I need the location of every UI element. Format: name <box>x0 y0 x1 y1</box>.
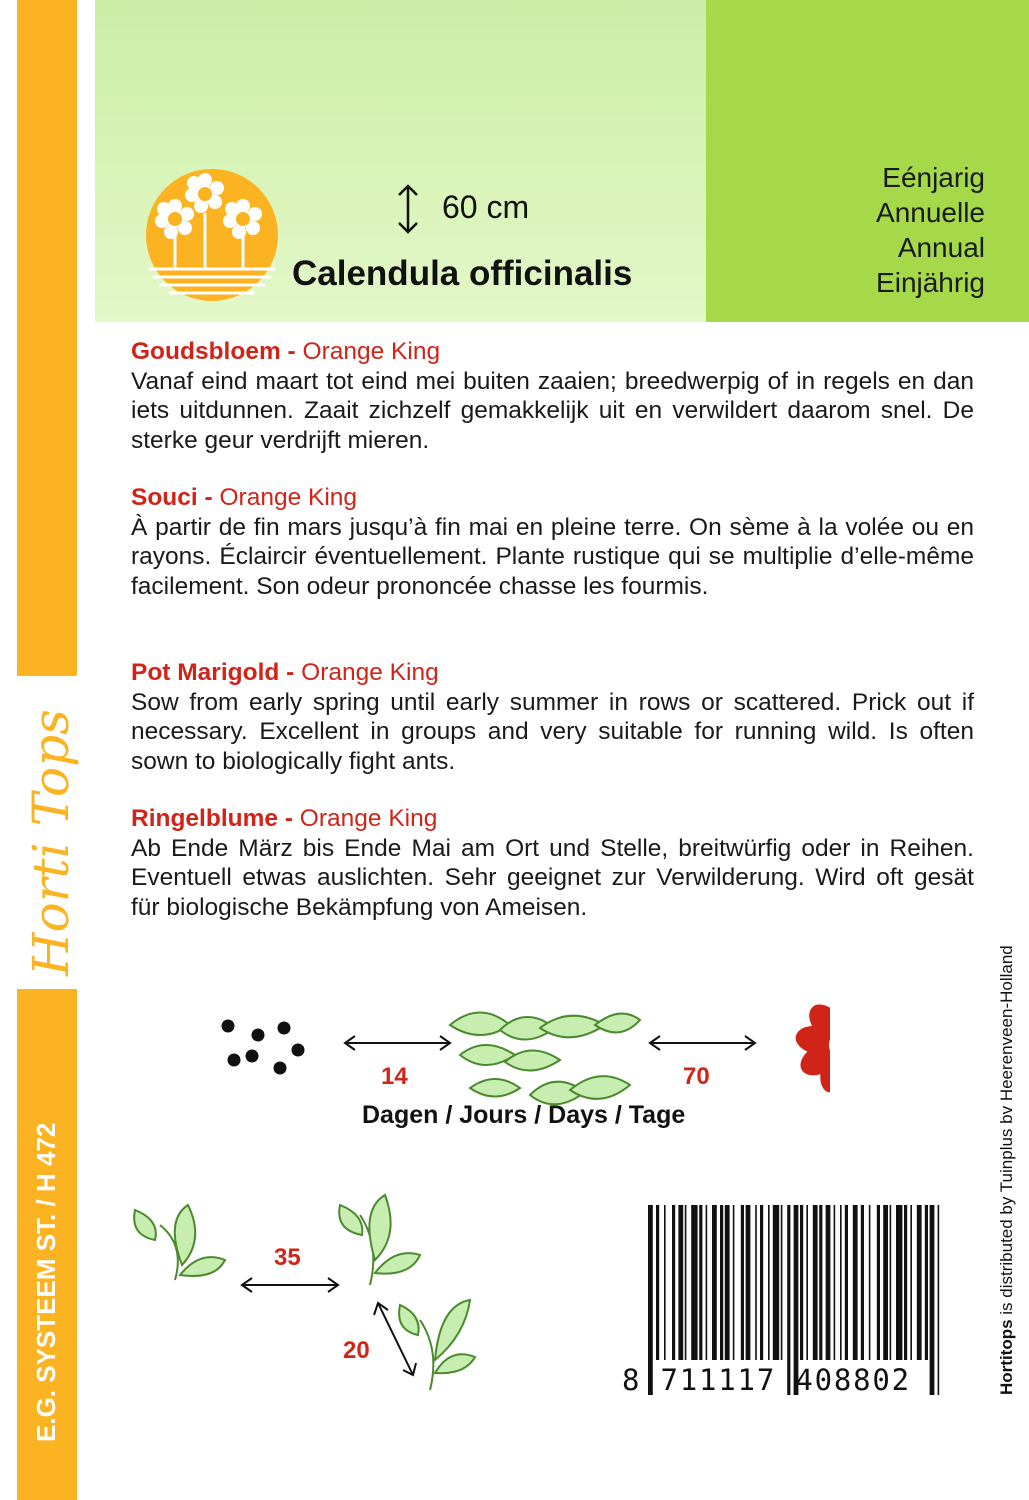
flower-icon <box>793 1000 830 1097</box>
barcode-bar <box>896 1205 902 1360</box>
barcode-bar <box>877 1205 880 1360</box>
annual-label-en: Annual <box>897 232 985 263</box>
barcode-bar <box>691 1205 697 1360</box>
latin-name: Calendula officinalis <box>292 254 633 293</box>
flowering-days: 70 <box>683 1063 710 1090</box>
description-en <box>131 658 974 776</box>
barcode-digits: 8 711117 408802 <box>622 1363 911 1397</box>
barcode-bar <box>725 1205 730 1360</box>
barcode-bar <box>768 1205 770 1360</box>
barcode-bar <box>664 1205 666 1360</box>
common-name-de: Ringelblume - <box>131 805 293 832</box>
barcode-bar <box>746 1205 751 1360</box>
barcode-bar <box>853 1205 858 1360</box>
annual-labels <box>876 160 985 300</box>
barcode-bar <box>773 1205 779 1360</box>
plant-left-icon <box>134 1205 225 1280</box>
barcode-bar <box>917 1205 922 1360</box>
barcode-bar <box>733 1205 735 1360</box>
barcode-bar <box>819 1205 822 1360</box>
common-name-en: Pot Marigold - <box>131 659 295 686</box>
variety-nl: Orange King <box>295 338 441 365</box>
common-name-fr: Souci - <box>131 484 213 511</box>
germination-days: 14 <box>381 1063 408 1090</box>
barcode-bar <box>813 1205 818 1360</box>
description-nl <box>131 337 974 455</box>
text-fr: À partir de fin mars jusqu’à fin mai en pleine terre. On sème à la volée ou en rayons. Éclaircir éventuellement. Plante rustique qui se multiplie d’elle-même facilement. Son odeur prononcée chasse les fourmis. <box>131 513 974 600</box>
flower-logo-icon <box>145 168 279 302</box>
text-de: Ab Ende März bis Ende Mai am Ort und Stelle, breitwürfig oder in Reihen. Eventuell etwas auslichten. Sehr geeignet zur Verwilderung. Wird oft gesät für biologische Bekämpfung von Ameisen. <box>131 834 974 921</box>
description-fr <box>131 483 974 601</box>
seeds-icon <box>222 1020 305 1075</box>
common-name-nl: Goudsbloem - <box>131 338 296 365</box>
description-de <box>131 804 974 922</box>
barcode-bar <box>869 1205 871 1360</box>
plant-height <box>394 183 530 235</box>
plant-right-icon <box>339 1195 420 1285</box>
annual-label-fr: Annuelle <box>876 197 985 228</box>
barcode-bar <box>760 1205 763 1360</box>
distributor-brand: Hortitops <box>997 1319 1016 1395</box>
barcode-bar <box>925 1205 928 1360</box>
seedlings-icon <box>450 1013 640 1105</box>
plant-spacing: 20 <box>343 1337 370 1364</box>
barcode-bar <box>904 1205 907 1360</box>
variety-fr: Orange King <box>212 484 358 511</box>
barcode-bar <box>781 1205 783 1360</box>
variety-en: Orange King <box>294 659 439 686</box>
barcode-bar <box>656 1205 659 1360</box>
barcode-bar <box>699 1205 702 1360</box>
barcode-bar <box>720 1205 723 1360</box>
barcode-bar <box>826 1205 831 1360</box>
spacing-diagram <box>130 1185 490 1395</box>
barcode-bar <box>938 1205 940 1395</box>
text-en: Sow from early spring until early summer in rows or scattered. Prick out if necessary. Excellent in groups and very suitable for running wild. Is often sown to biologically fight ants. <box>131 688 974 775</box>
barcode-bar <box>845 1205 848 1360</box>
barcode-bar <box>930 1205 935 1395</box>
barcode-bar <box>706 1205 708 1360</box>
barcode-bar <box>910 1205 912 1360</box>
arrow-row-spacing-icon <box>242 1278 338 1292</box>
barcode-bar <box>840 1205 842 1360</box>
annual-label-de: Einjährig <box>876 267 985 298</box>
barcode-bar <box>712 1205 717 1360</box>
brand-logo-text: Horti Tops <box>22 709 80 976</box>
arrow-flowering-icon <box>650 1036 755 1050</box>
plant-bottom-icon <box>399 1300 475 1390</box>
barcode-bar <box>678 1205 683 1360</box>
annual-label-nl: Eénjarig <box>882 162 985 193</box>
barcode-bar <box>861 1205 864 1360</box>
arrow-germination-icon <box>345 1036 450 1050</box>
header-annual-panel <box>706 0 1029 322</box>
height-value: 60 cm <box>442 189 530 225</box>
row-spacing: 35 <box>274 1244 301 1271</box>
barcode-bar <box>800 1205 803 1360</box>
distributor-text: is distributed by Tuinplus bv Heerenveen-Holland <box>997 945 1016 1320</box>
barcode-bar <box>741 1205 744 1360</box>
days-label: Dagen / Jours / Days / Tage <box>362 1101 686 1129</box>
barcode-bar <box>755 1205 757 1360</box>
barcode-bar <box>883 1205 888 1360</box>
barcode-bar <box>685 1205 687 1360</box>
distributor-note <box>997 945 1017 1395</box>
text-nl: Vanaf eind maart tot eind mei buiten zaaien; breedwerpig of in regels en dan iets uitdunnen. Zaait zichzelf gemakkelijk uit en verwildert daarom snel. De sterke geur verdrijft mieren. <box>131 367 974 454</box>
height-arrow-icon <box>394 183 422 235</box>
system-code: E.G. SYSTEEM ST. / H 472 <box>31 1122 61 1442</box>
variety-de: Orange King <box>292 805 438 832</box>
barcode-bar <box>834 1205 836 1360</box>
barcode-bar <box>672 1205 675 1360</box>
barcode-bar <box>890 1205 892 1360</box>
barcode-bar <box>806 1205 808 1360</box>
